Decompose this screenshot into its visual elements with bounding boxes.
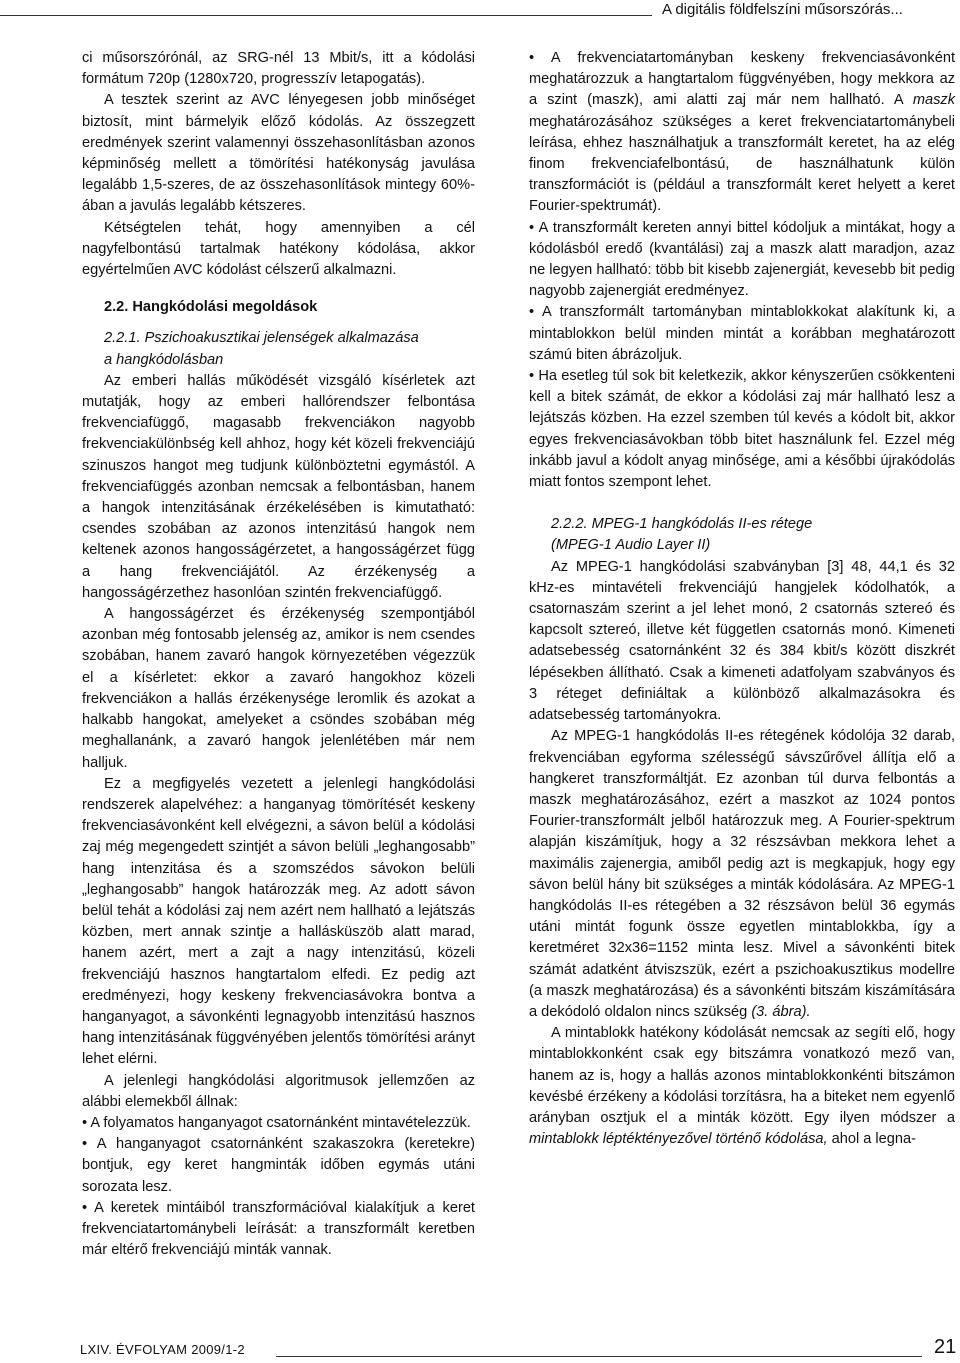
emphasis: mintablokk léptéktényezővel történő kódolása, xyxy=(529,1131,828,1148)
bullet-item: • A transzformált tartományban mintablokkokat alakítunk ki, a mintablokkon belül minden mintát a korábban meghatározott számú biten ábrázoljuk. xyxy=(529,304,955,363)
paragraph: Kétségtelen tehát, hogy amennyiben a cél nagyfelbontású tartalmak hatékony kódolása, akkor egyértelműen AVC kódolást célszerű alkalmazni. xyxy=(82,219,475,279)
paragraph: ci műsorszórónál, az SRG-nél 13 Mbit/s, itt a kódolási formátum 720p (1280x720, progresszív letapogatás). xyxy=(82,50,475,88)
footer-rule xyxy=(276,1356,922,1357)
paragraph: Az MPEG-1 hangkódolási szabványban [3] 48, 44,1 és 32 kHz-es mintavételi frekvenciájú hangjelek kódolhatók, a csatornaszám szerint a jel lehet monó, 2 csatornás sztereó és kapcsolt sztereó, illetve két független csatornás monó. Kimeneti adatsebesség csatornánként 32 és 384 kbit/s között diszkrét lépésekben állítható. Csak a kimeneti adatfolyam szabványos és 3 réteget definiáltak a különböző alkalmazásokra és adatsebesség tartományokra. xyxy=(529,558,955,724)
paragraph: Ez a megfigyelés vezetett a jelenlegi hangkódolási rendszerek alapelvéhez: a hanganyag tömörítését keskeny frekvenciasávonként kell elvégezni, a sávon belül a kódolási zaj még megengedett szintjét a sávon belüli „leghangosabb” hang intenzitása és a szomszédos sávokon belüli „leghangosabb” hangok határozzák meg. Az adott sávon belül tehát a kódolási zaj nem azért nem hallható a lejátszás közben, mert annak szintje a hallásküszöb alatt marad, hanem azért, mert a zajt a nagy intenzitású, közeli frekvenciájú hasznos hangtartalom elfedi. Ez pedig azt eredményezi, hogy keskeny frekvenciasávokra bontva a hanganyagot, a sávonkénti legnagyobb intenzitású hasznos hang intenzitásának függvényében jelentős tömörítési arányt lehet elérni. xyxy=(82,775,475,1068)
page-number: 21 xyxy=(934,1336,957,1358)
section-heading: 2.2. Hangkódolási megoldások xyxy=(104,299,318,316)
bullet-item: • A keretek mintáiból transzformációval kialakítjuk a keret frekvenciatartománybeli leírását: a transzformált keretben már eltérő frekvenciájú minták vannak. xyxy=(82,1199,475,1259)
bullet-item xyxy=(529,48,955,218)
emphasis: maszk xyxy=(912,92,955,109)
paragraph-text: ahol a legna- xyxy=(827,1131,916,1148)
subsection-heading: 2.2.2. MPEG-1 hangkódolás II-es rétege xyxy=(551,516,813,533)
header-rule xyxy=(0,15,652,16)
paragraph: A hangosságérzet és érzékenység szempontjából azonban még fontosabb jelenség az, amikor is nem csendes szobában, hanem zavaró hangok környezetében végezzük el a kísérletet: ekkor a zavaró hangokhoz közeli frekvenciákon a hallás érzékenysége leromlik és azokat a halkabb hangokat, amelyeket a csöndes szobában még meghallanánk, a zavaró hangok jelenlétében már nem halljuk. xyxy=(82,606,475,771)
paragraph: A jelenlegi hangkódolási algoritmusok jellemzően az alábbi elemekből állnak: xyxy=(82,1072,475,1110)
right-column xyxy=(529,48,955,1150)
running-title: A digitális földfelszíni műsorszórás... xyxy=(662,1,903,18)
figure-reference: (3. ábra). xyxy=(751,1003,811,1020)
bullet-item: • A hanganyagot csatornánként szakaszokra (keretekre) bontjuk, egy keret hangminták időben egymás utáni sorozata lesz. xyxy=(82,1136,475,1195)
paragraph-text: A mintablokk hatékony kódolását nemcsak az segíti elő, hogy mintablokkonként csak egy bitszámra vonatkozó mező van, hanem az is, hogy a hallás azonos mintablokkonkénti bitszámon kevésbé érzékeny a kódolási torzításra, ha a biteket nem egyenlő arányban osztjuk el a minták között. Egy ilyen módszer a xyxy=(529,1025,955,1126)
bullet-text: • A frekvenciatartományban keskeny frekvenciasávonként meghatározzuk a hangtartalom függvényében, hogy mekkora az a szint (maszk), ami alatti zaj már nem hallható. A xyxy=(529,50,955,109)
subsection-heading: a hangkódolásban xyxy=(104,351,224,368)
subsection-heading: (MPEG-1 Audio Layer II) xyxy=(551,537,711,554)
footer-volume: LXIV. ÉVFOLYAM 2009/1-2 xyxy=(80,1342,245,1357)
bullet-item: • A transzformált kereten annyi bittel kódoljuk a mintákat, hogy a kódolásból eredő (kvantálási) zaj a maszk alatt maradjon, azaz ne legyen hallható: több bit kisebb zajenergiát, kevesebb bit pedig nagyobb zajenergiát eredményez. xyxy=(529,219,955,300)
subsection-heading: 2.2.1. Pszichoakusztikai jelenségek alkalmazása xyxy=(104,330,419,347)
paragraph xyxy=(529,1023,955,1150)
paragraph-text: Az MPEG-1 hangkódolás II-es rétegének kódolója 32 darab, frekvenciában egyforma szélességű sávszűrővel állítja elő a hangkeret transzformáltját. Ez azonban túl durva felbontás a maszk meghatározásához, ezért a maszkot az 1024 pontos Fourier-transzformált jelből határozzuk meg. A Fourier-spektrum alapján kiszámítjuk, hogy a 32 részsávban mekkora lehet a maximális zajenergia, amiből pedig azt is megkapjuk, hogy egy sávon belül hány bit szükséges a minták kódolására. Az MPEG-1 hangkódolás II-es rétegében a 32 részsávon belül 36 egymás utáni mintát fogunk össze egyetlen mintablokkba, így a keretméret 32x36=1152 minta lesz. Mivel a sávonkénti bitek számát adatként átviszszük, ezért a pszichoakusztikus modellre (a maszk meghatározása) és a sávonkénti bitszám kiszámítására a dekódoló oldalon nincs szükség xyxy=(529,728,955,1020)
spacer xyxy=(82,318,475,328)
bullet-text: meghatározásához szükséges a keret frekvenciatartománybeli leírása, ehhez használhatjuk a transzformált keretet, ha az elég finom frekvenciafelbontású, de használhatunk külön transzformációt is (például a transzformált keret helyett a keret Fourier-spektrumát). xyxy=(529,113,955,215)
left-column xyxy=(82,48,475,1261)
spacer xyxy=(529,493,955,514)
bullet-item: • A folyamatos hanganyagot csatornánként mintavételezzük. xyxy=(82,1114,471,1131)
paragraph xyxy=(529,726,955,1023)
bullet-item: • Ha esetleg túl sok bit keletkezik, akkor kényszerűen csökkenteni kell a bitek számát, de ekkor a kódolási zaj már hallható lesz a lejátszás közben. Ha ezzel szemben túl kevés a kódolt bit, akkor egyes frekvenciasávokban több bitet használunk fel. Ezzel még inkább javul a kódolt anyag minősége, ami a későbbi újrakódolás miatt fontos szempont lehet. xyxy=(529,368,955,491)
spacer xyxy=(82,281,475,291)
paragraph: A tesztek szerint az AVC lényegesen jobb minőséget biztosít, mint bármelyik előző kódolás. Az összegzett eredmények szerint valamennyi összehasonlításban azonos képminőség mellett a tömörítési hatékonyság javulása legalább 1,5-szeres, de az összehasonlítások mintegy 60%-ában a javulás legalább kétszeres. xyxy=(82,92,475,215)
paragraph: Az emberi hallás működését vizsgáló kísérletek azt mutatják, hogy az emberi hallórendszer felbontása frekvenciafüggő, magasabb frekvenciákon nagyobb frekvenciakülönbség kell ahhoz, hogy két közeli frekvenciájú szinuszos hangot meg tudjunk különböztetni egymástól. A frekvenciafüggés azonban nemcsak a felbontásban, hanem a hangok intenzitásának érzékelésében is kimutatható: csendes szobában az azonos intenzitású hangok nem keltenek azonos hangosságérzetet, a hangosságérzet függ a hang frekvenciájától. Az érzékenység a hangosságérzethez hasonlóan szintén frekvenciafüggő. xyxy=(82,372,475,601)
